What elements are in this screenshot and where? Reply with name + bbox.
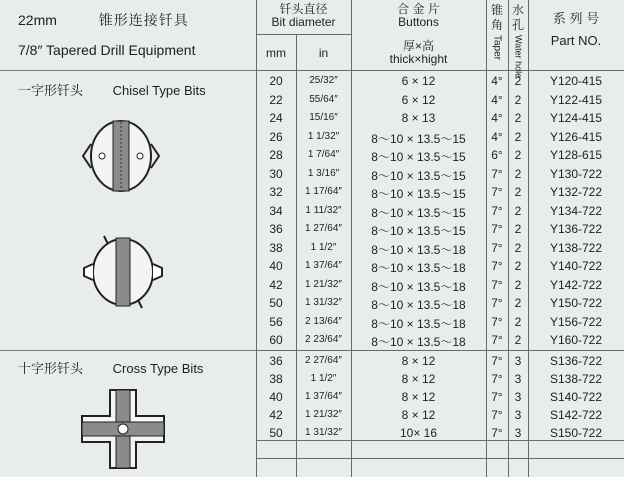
cell-buttons: 8～10 × 13.5～15 xyxy=(371,187,466,201)
table-row xyxy=(256,109,624,127)
cell-water-hole: 2 xyxy=(514,92,522,107)
cell-water-hole: 3 xyxy=(514,390,522,404)
cell-buttons: 8～10 × 13.5～15 xyxy=(371,131,466,146)
header-water-en: Water hole xyxy=(513,35,524,79)
cell-taper: 7° xyxy=(491,354,503,368)
cell-taper: 4° xyxy=(491,92,503,107)
cell-part-no: S140-722 xyxy=(549,390,603,404)
cell-mm: 22 xyxy=(269,92,283,107)
cell-mm: 32 xyxy=(269,185,283,199)
cell-water-hole: 2 xyxy=(514,222,522,236)
header-taper-cn: 锥角 xyxy=(491,3,504,32)
cell-taper: 7° xyxy=(491,296,503,310)
cell-in: 55/64″ xyxy=(309,93,338,105)
grid-line xyxy=(256,350,624,351)
cell-water-hole: 2 xyxy=(514,333,522,347)
cell-water-hole: 3 xyxy=(514,354,522,368)
cell-taper: 7° xyxy=(491,166,503,181)
cell-water-hole: 2 xyxy=(514,148,522,162)
title-chinese: 锥形连接钎具 xyxy=(98,12,189,28)
header-taper-en: Taper xyxy=(491,35,503,61)
cell-in: 1 7/64″ xyxy=(307,149,340,160)
cell-buttons: 8～10 × 13.5～18 xyxy=(371,316,466,331)
section-chisel-en: Chisel Type Bits xyxy=(112,83,206,98)
chisel-bit-front-drawing xyxy=(78,114,164,198)
cell-taper: 7° xyxy=(491,185,503,199)
divider xyxy=(0,350,256,351)
cell-water-hole: 2 xyxy=(514,314,522,329)
cell-mm: 42 xyxy=(269,408,283,422)
cell-water-hole: 2 xyxy=(514,111,522,125)
cell-part-no: Y138-722 xyxy=(549,240,603,255)
size-label: 22mm xyxy=(18,12,57,28)
cell-taper: 7° xyxy=(491,314,503,329)
cell-buttons: 8～10 × 13.5～15 xyxy=(371,224,466,238)
cell-water-hole: 2 xyxy=(514,203,522,218)
cell-mm: 56 xyxy=(269,314,283,329)
header-part-en: Part NO. xyxy=(550,33,602,48)
cell-in: 2 13/64″ xyxy=(305,315,342,327)
cell-in: 1 1/2″ xyxy=(310,241,337,253)
grid-line xyxy=(256,70,624,71)
cell-part-no: S138-722 xyxy=(549,372,603,386)
header-thick-cn: 厚×高 xyxy=(402,39,434,53)
cell-buttons: 8～10 × 13.5～18 xyxy=(371,298,466,312)
cell-mm: 26 xyxy=(269,129,283,144)
header-buttons xyxy=(351,3,486,66)
table-row xyxy=(256,388,624,406)
spec-table xyxy=(256,0,624,477)
cell-part-no: Y134-722 xyxy=(549,203,603,218)
cross-bit-drawing xyxy=(78,386,168,472)
cell-mm: 20 xyxy=(269,74,283,88)
cell-mm: 38 xyxy=(269,240,283,255)
cell-in: 1 37/64″ xyxy=(305,391,342,402)
cell-mm: 36 xyxy=(269,354,283,368)
header-taper xyxy=(486,3,508,60)
cell-mm: 40 xyxy=(269,259,283,273)
cell-water-hole: 2 xyxy=(514,129,522,144)
header-buttons-en: Buttons xyxy=(398,15,439,29)
cell-taper: 6° xyxy=(491,148,503,162)
header-thick-en: thick×hight xyxy=(389,52,448,66)
cell-taper: 7° xyxy=(491,277,503,292)
table-row xyxy=(256,91,624,109)
cell-taper: 7° xyxy=(491,259,503,273)
cell-in: 1 37/64″ xyxy=(305,260,342,271)
section-chisel-cn: 一字形钎头 xyxy=(18,83,84,98)
cell-water-hole: 2 xyxy=(514,277,522,292)
cell-buttons: 8～10 × 13.5～15 xyxy=(371,168,466,183)
cell-part-no: Y150-722 xyxy=(549,296,603,310)
cell-mm: 60 xyxy=(269,333,283,347)
table-row xyxy=(256,276,624,294)
table-row xyxy=(256,424,624,442)
cell-part-no: Y126-415 xyxy=(549,129,603,144)
grid-line xyxy=(256,458,624,459)
chisel-bit-side-drawing xyxy=(78,232,168,312)
cell-taper: 7° xyxy=(491,426,503,440)
header-mm: mm xyxy=(266,46,286,60)
cell-mm: 38 xyxy=(269,372,283,386)
cell-mm: 28 xyxy=(269,148,283,162)
table-row xyxy=(256,257,624,275)
cell-part-no: Y160-722 xyxy=(549,333,603,347)
cell-in: 2 23/64″ xyxy=(305,334,342,345)
table-row xyxy=(256,406,624,424)
cell-mm: 42 xyxy=(269,277,283,292)
cell-in: 1 31/32″ xyxy=(305,427,342,438)
header-bit-diameter xyxy=(256,3,351,29)
cell-in: 1 17/64″ xyxy=(305,186,342,197)
cell-part-no: Y130-722 xyxy=(549,166,603,181)
cell-in: 1 1/32″ xyxy=(307,130,340,142)
cell-part-no: Y124-415 xyxy=(549,111,603,125)
cell-buttons: 8 × 12 xyxy=(401,372,436,386)
cell-taper: 7° xyxy=(491,333,503,347)
cell-mm: 50 xyxy=(269,426,283,440)
cell-water-hole: 3 xyxy=(514,372,522,386)
table-row xyxy=(256,72,624,90)
cell-part-no: Y132-722 xyxy=(549,185,603,199)
cell-buttons: 8～10 × 13.5～15 xyxy=(371,150,466,164)
cell-buttons: 6 × 12 xyxy=(401,92,436,107)
cell-mm: 24 xyxy=(269,111,283,125)
cell-in: 1 31/32″ xyxy=(305,297,342,308)
cell-mm: 30 xyxy=(269,166,283,181)
cell-buttons: 8～10 × 13.5～18 xyxy=(371,335,466,349)
cell-part-no: Y136-722 xyxy=(549,222,603,236)
table-row xyxy=(256,239,624,257)
cell-water-hole: 2 xyxy=(514,74,522,88)
table-row xyxy=(256,220,624,238)
cell-in: 25/32″ xyxy=(309,75,338,86)
cell-buttons: 8 × 12 xyxy=(401,354,436,368)
cell-buttons: 8 × 13 xyxy=(401,111,436,125)
cell-part-no: S136-722 xyxy=(549,354,603,368)
table-row xyxy=(256,331,624,349)
cell-buttons: 8～10 × 13.5～18 xyxy=(371,261,466,275)
table-row xyxy=(256,165,624,183)
cell-taper: 4° xyxy=(491,111,503,125)
cell-buttons: 10× 16 xyxy=(399,426,438,440)
cell-in: 2 27/64″ xyxy=(305,355,342,366)
cell-water-hole: 2 xyxy=(514,166,522,181)
header-water-hole xyxy=(508,3,528,78)
cell-in: 1 27/64″ xyxy=(305,223,342,234)
cell-buttons: 8～10 × 13.5～18 xyxy=(371,279,466,294)
cell-in: 1 1/2″ xyxy=(310,373,337,384)
left-panel xyxy=(0,0,256,477)
cell-part-no: Y142-722 xyxy=(549,277,603,292)
divider xyxy=(0,70,256,71)
cell-water-hole: 2 xyxy=(514,185,522,199)
cell-mm: 36 xyxy=(269,222,283,236)
cell-buttons: 6 × 12 xyxy=(401,74,436,88)
cell-water-hole: 2 xyxy=(514,296,522,310)
cell-in: 15/16″ xyxy=(309,112,338,123)
cell-buttons: 8 × 12 xyxy=(401,408,436,422)
grid-line xyxy=(256,34,351,35)
cell-in: 1 11/32″ xyxy=(305,204,342,216)
cell-mm: 50 xyxy=(269,296,283,310)
title-line xyxy=(18,10,189,30)
header-bit-diameter-en: Bit diameter xyxy=(271,15,336,29)
cell-mm: 40 xyxy=(269,390,283,404)
cell-part-no: Y120-415 xyxy=(549,74,603,88)
header-part-cn: 系 列 号 xyxy=(552,11,600,26)
cell-buttons: 8～10 × 13.5～18 xyxy=(371,242,466,257)
cell-part-no: Y122-415 xyxy=(549,92,603,107)
table-row xyxy=(256,352,624,370)
table-row xyxy=(256,146,624,164)
table-row xyxy=(256,128,624,146)
cell-part-no: Y128-615 xyxy=(549,148,603,162)
cell-buttons: 8～10 × 13.5～15 xyxy=(371,205,466,220)
cell-in: 1 3/16″ xyxy=(307,167,340,179)
cell-taper: 7° xyxy=(491,390,503,404)
table-row xyxy=(256,202,624,220)
section-cross-cn: 十字形钎头 xyxy=(18,361,84,376)
cell-taper: 7° xyxy=(491,203,503,218)
cell-in: 1 21/32″ xyxy=(305,409,342,420)
cell-water-hole: 2 xyxy=(514,240,522,255)
cell-taper: 7° xyxy=(491,222,503,236)
cell-part-no: Y156-722 xyxy=(549,314,603,329)
section-cross xyxy=(18,358,203,377)
cell-taper: 7° xyxy=(491,240,503,255)
cell-part-no: S150-722 xyxy=(549,426,603,440)
cell-taper: 4° xyxy=(491,74,503,88)
cell-part-no: S142-722 xyxy=(549,408,603,422)
table-row xyxy=(256,183,624,201)
header-in: in xyxy=(318,46,329,60)
cell-water-hole: 3 xyxy=(514,426,522,440)
table-row xyxy=(256,294,624,312)
header-buttons-cn: 合 金 片 xyxy=(397,2,440,16)
cell-mm: 34 xyxy=(269,203,283,218)
table-row xyxy=(256,370,624,388)
table-row xyxy=(256,313,624,331)
title-english: 7/8″ Tapered Drill Equipment xyxy=(18,42,196,58)
header-bit-diameter-cn: 钎头直径 xyxy=(279,2,328,16)
header-water-cn: 水孔 xyxy=(512,3,525,32)
cell-water-hole: 2 xyxy=(514,259,522,273)
cell-taper: 7° xyxy=(491,408,503,422)
section-cross-en: Cross Type Bits xyxy=(112,361,204,376)
cell-taper: 4° xyxy=(491,129,503,144)
cell-part-no: Y140-722 xyxy=(549,259,603,273)
cell-taper: 7° xyxy=(491,372,503,386)
cell-water-hole: 3 xyxy=(514,408,522,422)
section-chisel xyxy=(18,80,206,99)
cell-buttons: 8 × 12 xyxy=(401,390,436,404)
cell-in: 1 21/32″ xyxy=(305,278,342,290)
header-part-no xyxy=(528,8,624,52)
